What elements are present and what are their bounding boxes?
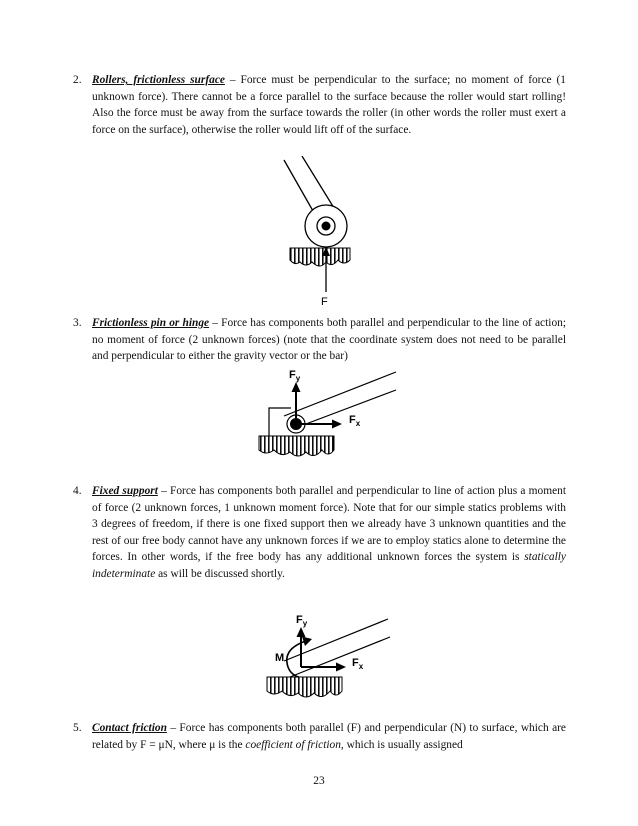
item-title: Fixed support	[92, 485, 158, 497]
item-emphasis: statically indeterminate	[92, 551, 566, 580]
roller-figure	[262, 156, 382, 306]
pin-figure	[256, 366, 406, 466]
roller-bar-edge	[284, 160, 317, 218]
item-number: 3.	[73, 317, 82, 329]
item-rollers	[73, 72, 566, 138]
fixed-fy-label: $F_y$	[296, 614, 308, 628]
item-title: Frictionless pin or hinge	[92, 317, 210, 329]
pin-ground	[259, 436, 334, 456]
item-number: 5.	[73, 722, 82, 734]
item-pin	[73, 315, 566, 365]
roller-force-label: F	[321, 296, 328, 306]
item-fixed-support	[73, 483, 566, 583]
roller-axle-center	[322, 222, 331, 231]
item-emphasis: coefficient of friction	[245, 738, 341, 751]
page-number: 23	[313, 775, 325, 787]
pin-fx-label: $F_x$	[349, 414, 361, 428]
fixed-fx-label: $F_x$	[352, 657, 364, 671]
fixed-moment-label: M	[275, 652, 285, 664]
item-contact-friction	[73, 720, 566, 753]
fixed-fy-arrowhead	[297, 627, 306, 637]
item-body: – Force has components both parallel (F) and perpendicular (N) to surface, which are related by F = μN, where μ is the	[92, 722, 566, 751]
fixed-ground	[267, 677, 342, 697]
pin-fy-label: $F_y$	[289, 369, 301, 383]
pin-fx-arrowhead	[332, 420, 342, 429]
item-number: 4.	[73, 485, 82, 497]
item-body: – Force has components both parallel and perpendicular to line of action plus a moment of force (2 unknown forces, 1 unknown moment force). Note that for our simple statics problems with 3 degrees of freedom, if there is one fixed support then we already have 3 unknown quantities and the rest of our free body cannot have any unknown forces if we are to employ statics alone to determine the forces. In other words, if the free body has any additional unknown forces the system is	[92, 485, 566, 564]
item-body: as will be discussed shortly.	[155, 567, 285, 580]
fixed-fx-arrowhead	[336, 663, 346, 672]
item-number: 2.	[73, 74, 82, 86]
item-body: – Force must be perpendicular to the surface; no moment of force (1 unknown force). There cannot be a force parallel to the surface because the roller would start rolling! Also the force must be away from the surface towards the roller (in other words the roller must exert a force on the surface), otherwise the roller would lift off of the surface.	[92, 74, 566, 136]
roller-ground	[290, 248, 350, 266]
fixed-support-figure	[262, 611, 412, 711]
pin-fy-arrowhead	[292, 382, 301, 392]
fixed-moment-arrowhead	[302, 637, 312, 647]
item-title: Contact friction	[92, 722, 167, 734]
item-title: Rollers, frictionless surface	[92, 74, 225, 86]
pin-bar-edge	[284, 372, 396, 416]
item-body: , which is usually assigned	[340, 738, 463, 751]
item-body: – Force has components both parallel and perpendicular to the line of action; no moment of force (2 unknown forces) (note that the coordinate system does not need to be parallel and perpendicular to either the gravity vector or the bar)	[92, 317, 566, 363]
